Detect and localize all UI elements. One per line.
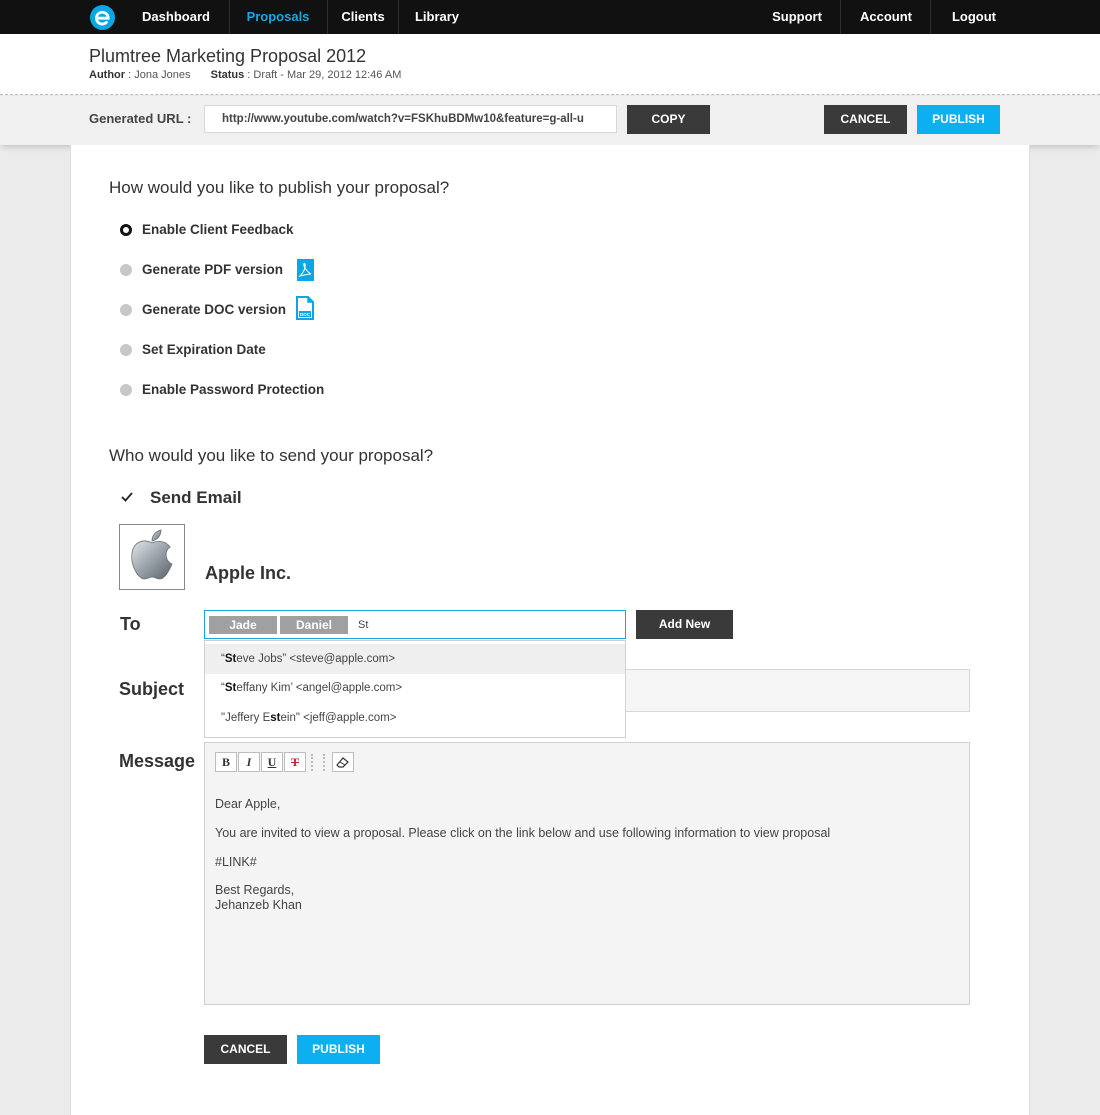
- bottom-publish-button[interactable]: PUBLISH: [297, 1035, 380, 1064]
- nav-account[interactable]: Account: [860, 9, 912, 24]
- eraser-icon: [333, 753, 353, 771]
- nav-library[interactable]: Library: [414, 9, 460, 24]
- pdf-file-icon: [297, 259, 314, 281]
- option-label[interactable]: Set Expiration Date: [142, 342, 266, 357]
- status-value: Draft - Mar 29, 2012 12:46 AM: [253, 69, 402, 81]
- toolbar-divider: [323, 754, 325, 771]
- message-label: Message: [119, 751, 196, 771]
- page-title: Plumtree Marketing Proposal 2012: [89, 46, 367, 66]
- generated-url-label: Generated URL :: [89, 111, 192, 126]
- suggestion-item[interactable]: “Steve Jobs” <steve@apple.com>: [205, 644, 625, 674]
- to-label: To: [120, 614, 141, 634]
- message-signature: Jehanzeb Khan: [215, 898, 302, 912]
- apple-logo-icon: [120, 525, 184, 589]
- radio-generate-pdf[interactable]: [120, 264, 132, 276]
- bold-button[interactable]: B: [215, 752, 237, 772]
- author-value: Jona Jones: [134, 69, 191, 81]
- status-label: Status: [210, 69, 245, 81]
- option-label[interactable]: Enable Password Protection: [142, 382, 325, 397]
- radio-set-expiration[interactable]: [120, 344, 132, 356]
- client-avatar: [119, 524, 185, 590]
- message-body: You are invited to view a proposal. Please click on the link below and use following information to view proposal: [215, 826, 831, 840]
- nav-clients[interactable]: Clients: [341, 9, 385, 24]
- nav-divider: [229, 0, 230, 34]
- recipient-tag[interactable]: Daniel: [280, 616, 348, 634]
- app-logo-icon[interactable]: [90, 5, 115, 30]
- suggestion-item[interactable]: “Steffany Kim’ <angel@apple.com>: [221, 682, 403, 694]
- radio-generate-doc[interactable]: [120, 304, 132, 316]
- message-greeting: Dear Apple,: [215, 797, 281, 811]
- nav-support[interactable]: Support: [772, 9, 822, 24]
- publish-heading: How would you like to publish your proposal?: [109, 178, 450, 197]
- url-bar: [0, 96, 1100, 145]
- subject-input[interactable]: [626, 669, 970, 712]
- svg-text:DOC: DOC: [300, 312, 310, 317]
- nav-divider: [398, 0, 399, 34]
- proposal-meta: Author : Jona Jones Status : Draft - Mar 29, 2012 12:46 AM: [89, 69, 402, 81]
- radio-password-protection[interactable]: [120, 384, 132, 396]
- author-label: Author: [89, 69, 126, 81]
- copy-button[interactable]: COPY: [627, 105, 710, 134]
- top-nav: [0, 0, 1100, 34]
- nav-proposals[interactable]: Proposals: [246, 9, 310, 24]
- bottom-cancel-button[interactable]: CANCEL: [204, 1035, 287, 1064]
- proposal-header: [0, 34, 1100, 95]
- option-label[interactable]: Generate PDF version: [142, 262, 284, 277]
- message-editor[interactable]: [204, 742, 970, 1005]
- add-new-button[interactable]: Add New: [636, 610, 733, 639]
- clear-format-button[interactable]: T: [284, 752, 306, 772]
- send-email-checkbox[interactable]: [120, 490, 134, 504]
- nav-divider: [840, 0, 841, 34]
- typed-text: St: [358, 619, 369, 631]
- underline-button[interactable]: U: [261, 752, 283, 772]
- recipient-suggestions: [204, 640, 626, 738]
- option-label[interactable]: Enable Client Feedback: [142, 222, 294, 237]
- doc-file-icon: [296, 296, 314, 320]
- eraser-button[interactable]: [332, 752, 354, 772]
- send-heading: Who would you like to send your proposal?: [109, 446, 434, 465]
- italic-button[interactable]: I: [238, 752, 260, 772]
- send-email-label[interactable]: Send Email: [150, 488, 242, 507]
- nav-dashboard[interactable]: Dashboard: [142, 9, 210, 24]
- client-name: Apple Inc.: [205, 563, 292, 583]
- suggestion-item[interactable]: "Jeffery Estein" <jeff@apple.com>: [221, 712, 397, 724]
- message-link: #LINK#: [215, 855, 257, 869]
- cancel-button[interactable]: CANCEL: [824, 105, 907, 134]
- nav-divider: [930, 0, 931, 34]
- to-recipients-input[interactable]: [204, 610, 626, 639]
- toolbar-divider: [311, 754, 313, 771]
- generated-url-field[interactable]: http://www.youtube.com/watch?v=FSKhuBDMw10&feature=g-all-u: [204, 105, 617, 133]
- subject-label: Subject: [119, 679, 185, 699]
- recipient-tag[interactable]: Jade: [209, 616, 277, 634]
- nav-logout[interactable]: Logout: [951, 9, 997, 24]
- message-closing: Best Regards,: [215, 883, 295, 897]
- radio-enable-client-feedback[interactable]: [120, 224, 132, 236]
- publish-button[interactable]: PUBLISH: [917, 105, 1000, 134]
- option-label[interactable]: Generate DOC version: [142, 302, 287, 317]
